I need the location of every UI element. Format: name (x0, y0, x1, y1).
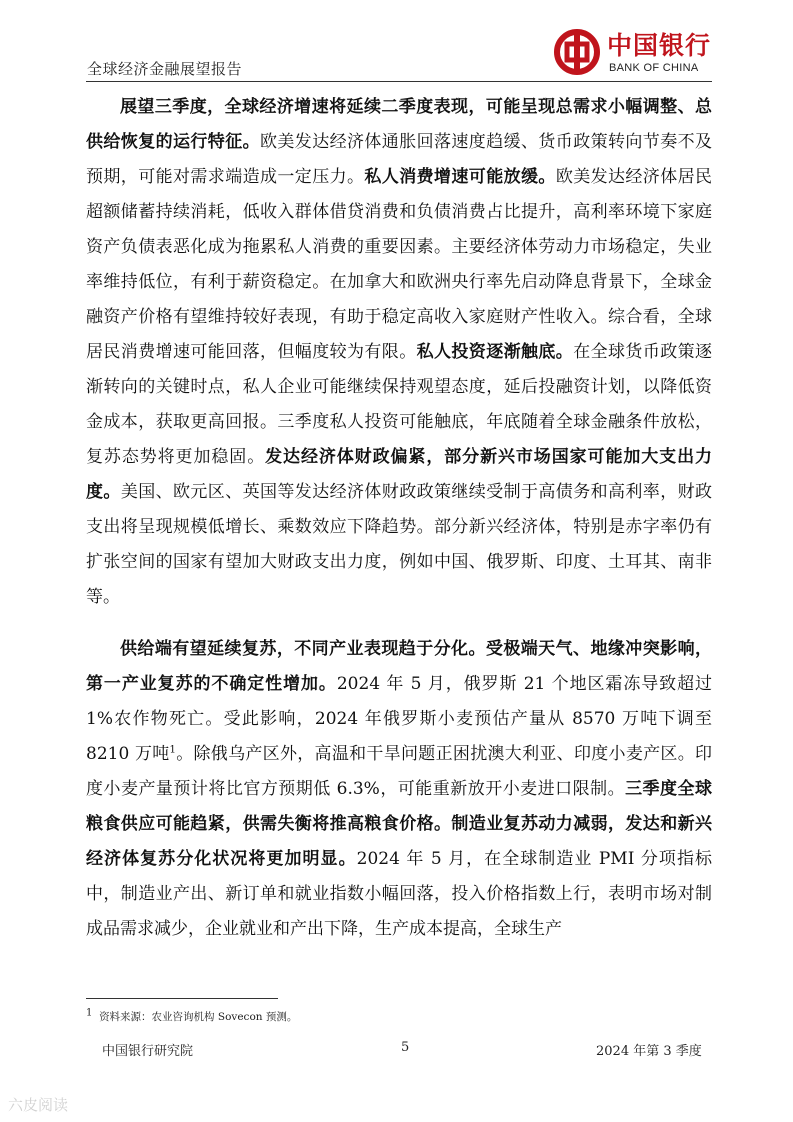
report-title: 全球经济金融展望报告 (87, 60, 243, 78)
body-sentence: 2024 年 5 月，俄罗斯 21 个地区霜冻导致超过 1%农作物死亡。受此影响，2024 年俄罗斯小麦预估产量从 8570 万吨下调至 8210 万吨 (86, 674, 712, 764)
footer-period: 2024 年第 3 季度 (596, 1044, 702, 1059)
body-sentence: 欧美发达经济体通胀回落速度趋缓、货币政策转向节奏不及预期，可能对需求端造成一定压力。 (86, 132, 712, 187)
bold-lead: 供给端有望延续复苏，不同产业表现趋于分化。受极端天气、地缘冲突影响，第一产业复苏的不确定性增加。 (86, 639, 712, 694)
watermark: 六皮阅读 (8, 1097, 69, 1114)
paragraph-supply (86, 632, 712, 947)
header-divider (86, 81, 712, 82)
body-sentence: 。除俄乌产区外，高温和干旱问题正困扰澳大利亚、印度小麦产区。印度小麦产量预计将比官方预期低 6.3%，可能重新放开小麦进口限制。 (86, 744, 712, 799)
footnote-reference[interactable]: 1 (169, 744, 176, 756)
bold-heading-investment: 私人投资逐渐触底。 (416, 342, 574, 362)
footnote-number: 1 (86, 1007, 93, 1019)
footnote (86, 1009, 297, 1024)
body-sentence: 美国、欧元区、英国等发达经济体财政政策继续受制于高债务和高利率，财政支出将呈现规模低增长、乘数效应下降趋势。部分新兴经济体，特别是赤字率仍有扩张空间的国家有望加大财政支出力度，例如中国、俄罗斯、印度、土耳其、南非等。 (86, 482, 713, 607)
logo-chinese-name: 中国银行 (607, 31, 712, 60)
footnote-text: 资料来源：农业咨询机构 Sovecon 预测。 (99, 1011, 298, 1023)
page-number: 5 (401, 1040, 410, 1055)
footnote-divider (86, 998, 278, 999)
bold-lead: 展望三季度，全球经济增速将延续二季度表现，可能呈现总需求小幅调整、总供给恢复的运行特征。 (86, 97, 712, 152)
bold-heading-fiscal: 发达经济体财政偏紧，部分新兴市场国家可能加大支出力度。 (86, 447, 713, 502)
logo-english-name: BANK OF CHINA (609, 62, 699, 74)
footer-institute: 中国银行研究院 (102, 1044, 194, 1059)
bold-heading-food-manufacturing: 三季度全球粮食供应可能趋紧，供需失衡将推高粮食价格。制造业复苏动力减弱，发达和新兴经济体复苏分化状况将更加明显。 (86, 779, 713, 869)
body-sentence: 欧美发达经济体居民超额储蓄持续消耗，低收入群体借贷消费和负债消费占比提升，高利率环境下家庭资产负债表恶化成为拖累私人消费的重要因素。主要经济体劳动力市场稳定，失业率维持低位，有利于薪资稳定。在加拿大和欧洲央行率先启动降息背景下，全球金融资产价格有望维持较好表现，有助于稳定高收入家庭财产性收入。综合看，全球居民消费增速可能回落，但幅度较为有限。 (86, 167, 713, 362)
paragraph-outlook (86, 90, 712, 615)
bank-of-china-emblem-icon (553, 28, 601, 76)
bank-logo (553, 24, 713, 82)
body-sentence: 2024 年 5 月，在全球制造业 PMI 分项指标中，制造业产出、新订单和就业指数小幅回落，投入价格指数上行，表明市场对制成品需求减少，企业就业和产出下降，生产成本提高，全球生产 (86, 849, 712, 939)
body-sentence: 在全球货币政策逐渐转向的关键时点，私人企业可能继续保持观望态度，延后投融资计划，以降低资金成本，获取更高回报。三季度私人投资可能触底，年底随着全球金融条件放松，复苏态势将更加稳固。 (86, 342, 713, 467)
report-body (86, 90, 712, 947)
bold-heading-consumption: 私人消费增速可能放缓。 (364, 167, 556, 187)
